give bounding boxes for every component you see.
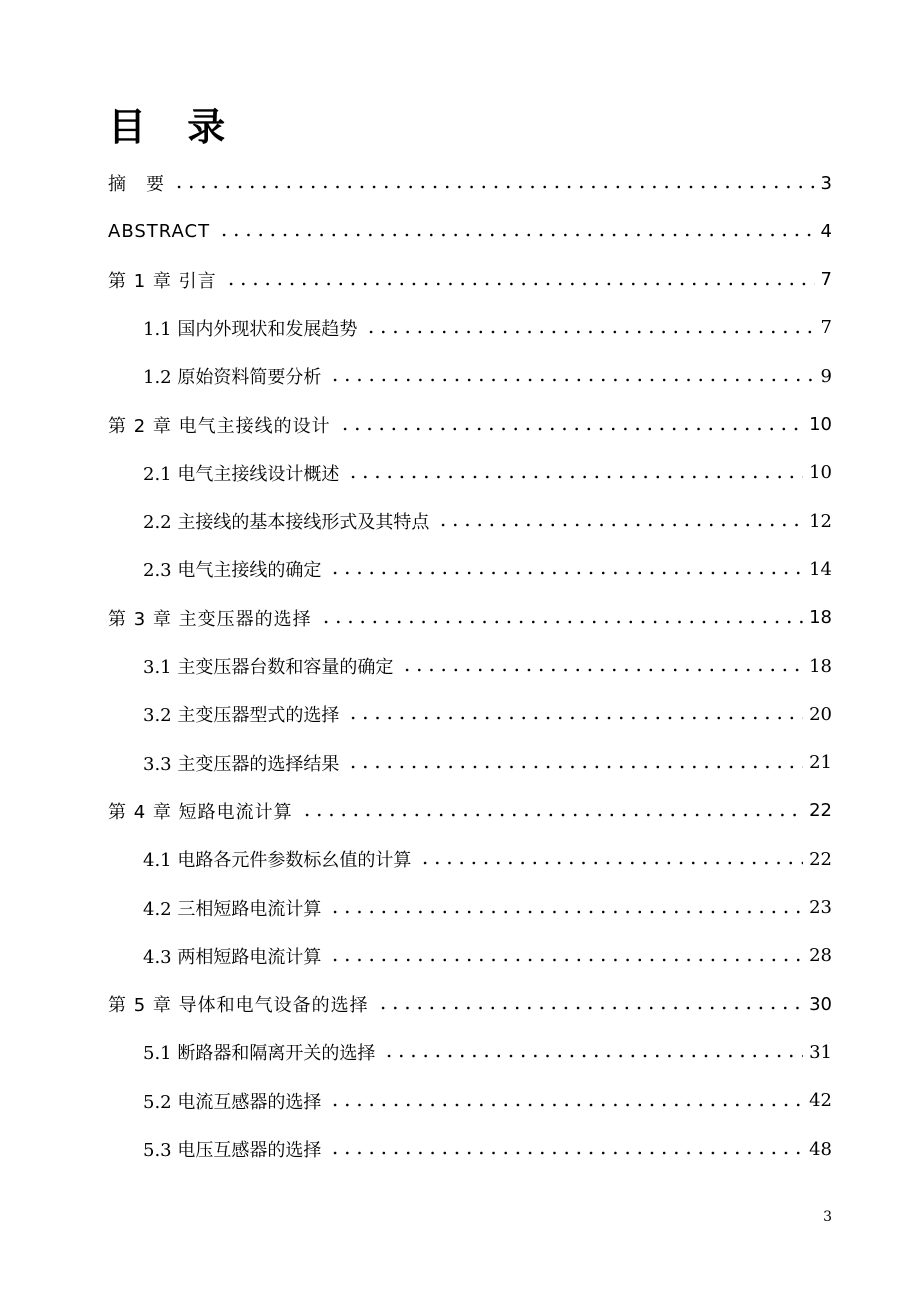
dot-leader bbox=[437, 522, 803, 528]
toc-entry-page: 20 bbox=[809, 703, 832, 725]
dot-leader bbox=[365, 329, 814, 335]
dot-leader bbox=[329, 909, 803, 915]
toc-entry-label: 3.2 主变压器型式的选择 bbox=[143, 705, 340, 727]
toc-entry-label: 3.1 主变压器台数和容量的确定 bbox=[143, 657, 394, 678]
toc-entry-page: 22 bbox=[809, 800, 832, 822]
toc-entry-label: 第 5 章 导体和电气设备的选择 bbox=[108, 995, 369, 1017]
toc-entry bbox=[143, 1086, 832, 1116]
toc-entry bbox=[108, 216, 832, 246]
toc-entry-page: 12 bbox=[809, 510, 832, 532]
toc-entry bbox=[143, 651, 832, 681]
toc-entry-page: 10 bbox=[809, 414, 832, 435]
toc-entry bbox=[108, 603, 832, 633]
toc-entry-label: 5.1 断路器和隔离开关的选择 bbox=[143, 1043, 376, 1065]
dot-leader bbox=[419, 860, 803, 866]
toc-entry-page: 7 bbox=[820, 269, 832, 291]
toc-entry-label: 2.2 主接线的基本接线形式及其特点 bbox=[143, 512, 430, 534]
toc-entry-label: 4.3 两相短路电流计算 bbox=[143, 946, 322, 968]
toc-entry-page: 18 bbox=[809, 607, 832, 629]
toc-entry-page: 30 bbox=[809, 993, 832, 1015]
toc-entry-page: 4 bbox=[820, 220, 832, 242]
toc-entry-page: 7 bbox=[820, 317, 832, 339]
toc-entry-label: 第 1 章 引言 bbox=[108, 270, 217, 292]
toc-entry-label: 5.3 电压互感器的选择 bbox=[143, 1140, 322, 1161]
toc-entry bbox=[143, 506, 832, 536]
toc-entry bbox=[143, 1037, 832, 1067]
toc-entry bbox=[143, 699, 832, 729]
page-title: 目 录 bbox=[108, 105, 240, 149]
toc-entry-label: 4.1 电路各元件参数标幺值的计算 bbox=[143, 850, 412, 872]
toc-entry bbox=[108, 265, 832, 295]
toc-entry bbox=[108, 796, 832, 826]
dot-leader bbox=[173, 184, 815, 190]
toc-entry-page: 31 bbox=[809, 1041, 832, 1063]
dot-leader bbox=[301, 812, 803, 818]
toc-entry-page: 22 bbox=[809, 848, 832, 870]
toc-entry-page: 18 bbox=[809, 655, 832, 677]
toc-entry-page: 21 bbox=[809, 752, 832, 774]
toc-entry-label: 第 4 章 短路电流计算 bbox=[108, 801, 293, 823]
dot-leader bbox=[383, 1053, 803, 1059]
toc-entry-label: 5.2 电流互感器的选择 bbox=[143, 1091, 322, 1113]
toc-entry-label: 2.3 电气主接线的确定 bbox=[143, 560, 322, 582]
dot-leader bbox=[218, 232, 814, 238]
toc-entry-label: 摘 要 bbox=[108, 174, 165, 195]
toc-entry-label: 1.1 国内外现状和发展趋势 bbox=[143, 318, 358, 340]
dot-leader bbox=[329, 1102, 803, 1108]
toc-entry bbox=[143, 893, 832, 923]
toc-entry-label: 3.3 主变压器的选择结果 bbox=[143, 753, 340, 775]
toc-entry bbox=[108, 410, 832, 440]
toc-entry-label: 1.2 原始资料简要分析 bbox=[143, 367, 322, 389]
toc-entry-page: 3 bbox=[820, 172, 832, 194]
toc-entry-page: 14 bbox=[809, 558, 832, 580]
dot-leader bbox=[320, 619, 803, 625]
toc-entry bbox=[143, 1134, 832, 1164]
toc-entry bbox=[143, 458, 832, 488]
page-number: 3 bbox=[823, 1209, 832, 1225]
dot-leader bbox=[401, 667, 803, 673]
toc-entry bbox=[143, 361, 832, 391]
toc-entry-page: 28 bbox=[809, 945, 832, 967]
toc-entry bbox=[143, 554, 832, 584]
toc-entry bbox=[143, 844, 832, 874]
dot-leader bbox=[339, 426, 803, 432]
toc-entry bbox=[143, 748, 832, 778]
dot-leader bbox=[329, 377, 814, 383]
toc-entry-page: 9 bbox=[820, 365, 832, 387]
dot-leader bbox=[225, 281, 815, 287]
toc-entry-page: 10 bbox=[809, 462, 832, 484]
toc-entry bbox=[108, 989, 832, 1019]
dot-leader bbox=[329, 1150, 803, 1156]
dot-leader bbox=[347, 474, 803, 480]
toc-entry bbox=[143, 941, 832, 971]
dot-leader bbox=[347, 764, 803, 770]
toc-entry-label: 2.1 电气主接线设计概述 bbox=[143, 463, 340, 485]
toc-entry-label: ABSTRACT bbox=[108, 220, 211, 242]
toc-entry bbox=[143, 313, 832, 343]
dot-leader bbox=[329, 570, 803, 576]
dot-leader bbox=[329, 957, 803, 963]
toc-entry bbox=[108, 168, 832, 198]
toc-entry-page: 48 bbox=[809, 1138, 832, 1160]
toc-entry-page: 23 bbox=[809, 897, 832, 918]
toc-entry-label: 第 3 章 主变压器的选择 bbox=[108, 608, 312, 630]
toc-entry-label: 第 2 章 电气主接线的设计 bbox=[108, 415, 331, 437]
dot-leader bbox=[377, 1005, 803, 1011]
toc-entry-label: 4.2 三相短路电流计算 bbox=[143, 898, 322, 920]
toc-entry-page: 42 bbox=[809, 1090, 832, 1112]
dot-leader bbox=[347, 715, 803, 721]
